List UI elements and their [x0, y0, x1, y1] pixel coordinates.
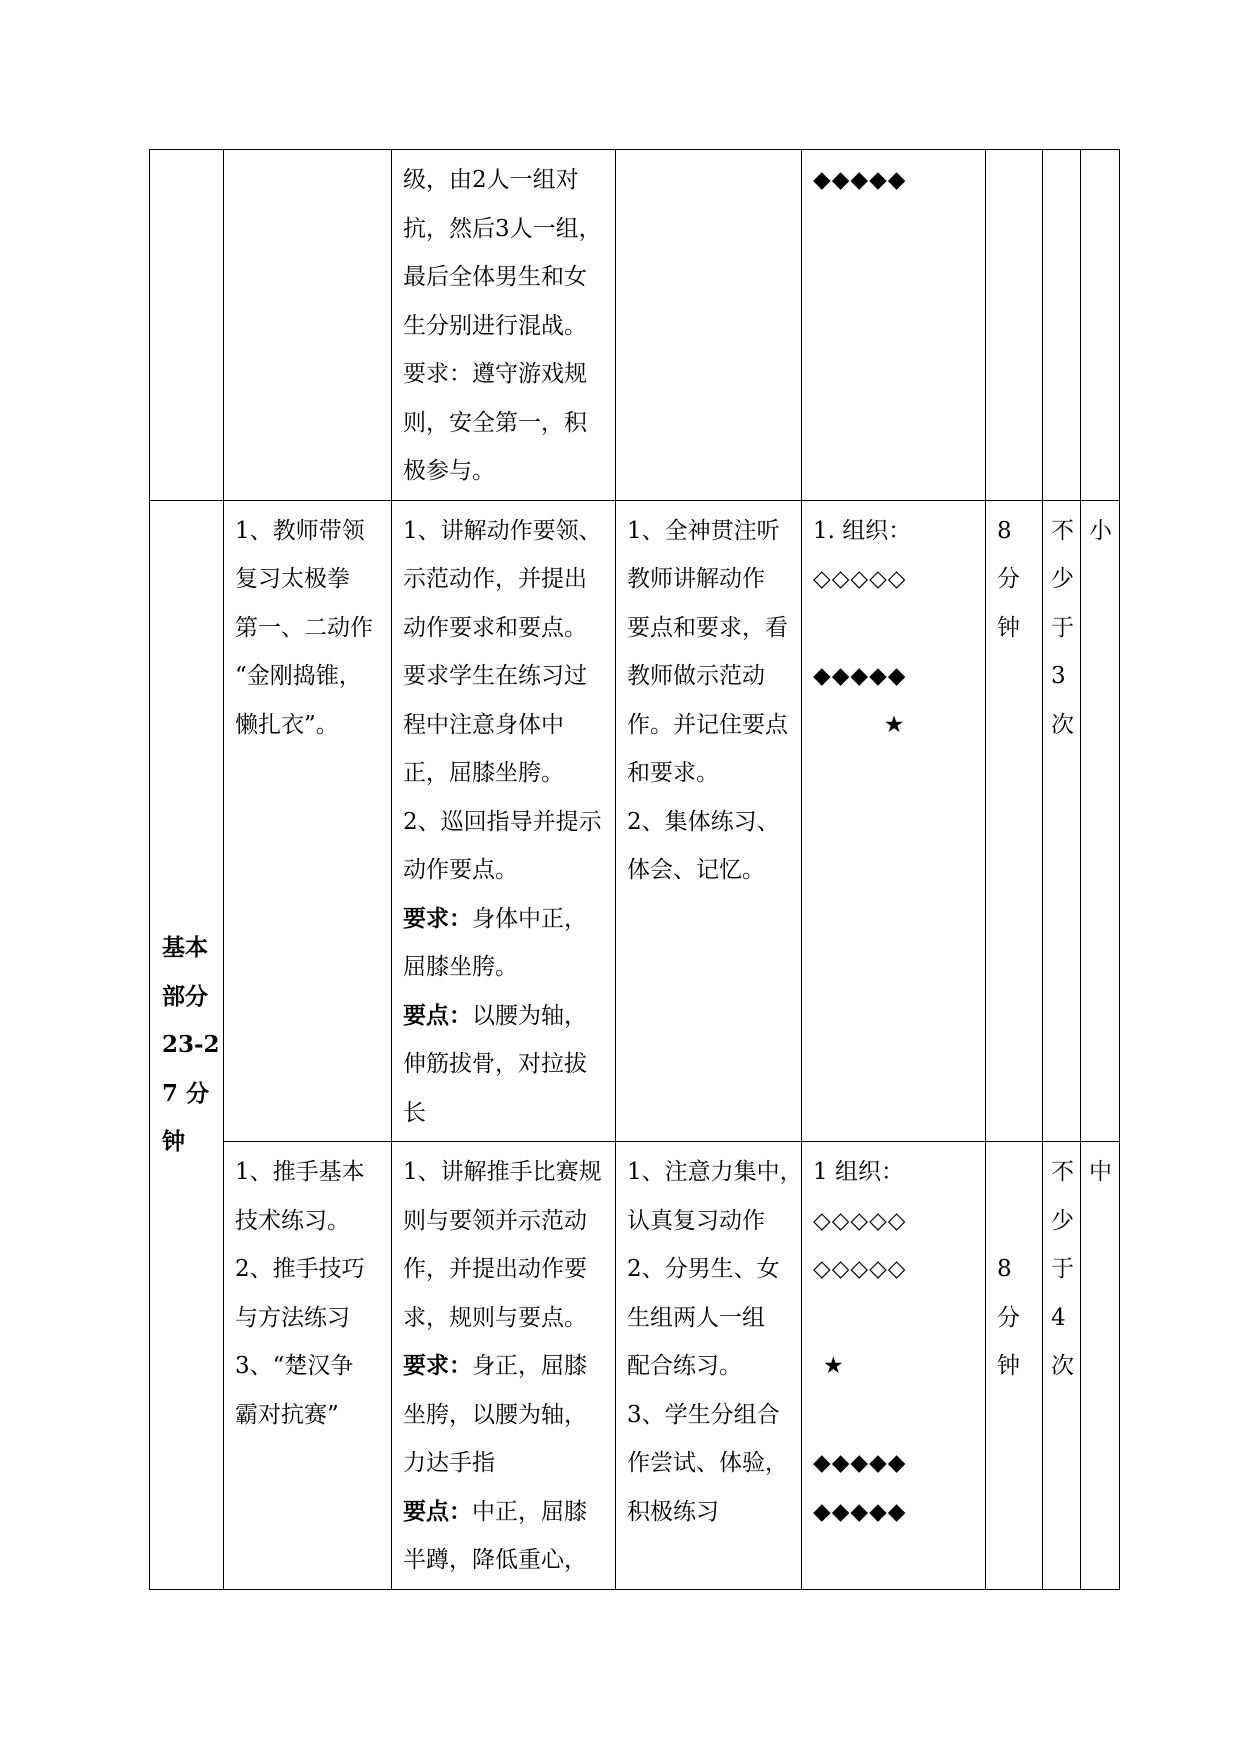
content-cell: [224, 500, 392, 1142]
key-point-line: [403, 1488, 605, 1537]
text-line: 积极练习: [627, 1498, 719, 1525]
text-line: 生组两人一组: [627, 1304, 765, 1331]
teacher-star-icon: ★: [883, 711, 905, 738]
text-line: 作。并记住要点: [627, 711, 788, 738]
text-line: 要点和要求，看: [627, 614, 788, 641]
intensity-value: 中: [1089, 1159, 1112, 1185]
key-point-label: 要点：: [403, 1001, 472, 1029]
text-line: 4: [1051, 1304, 1066, 1331]
text-line: 不: [1051, 1159, 1074, 1185]
spacer: [997, 1148, 1032, 1197]
key-point-text: 以腰为轴，: [472, 1002, 587, 1029]
text-line: 次: [1051, 1353, 1074, 1379]
text-line: 半蹲，降低重心，: [403, 1547, 587, 1573]
text-line: 于: [1051, 1256, 1074, 1282]
text-line: 少: [1051, 1207, 1074, 1234]
text-line: 示范动作，并提出: [403, 566, 587, 592]
count-cell: [1043, 500, 1081, 1142]
text-line: 程中注意身体中: [403, 711, 564, 738]
text-line: 教师做示范动: [627, 663, 765, 689]
requirement-label: 要求：: [403, 904, 472, 932]
formation-row: ◆◆◆◆◆: [813, 167, 907, 193]
text-line: 则，安全第一，积: [403, 409, 587, 436]
requirement-label: 要求：: [403, 1352, 472, 1379]
text-line: 少: [1051, 566, 1074, 592]
text-line: 1、教师带领: [235, 517, 365, 544]
text-line: 求，规则与要点。: [403, 1304, 587, 1331]
intensity-cell-empty: [1081, 150, 1120, 501]
text-line: 技术练习。: [235, 1207, 350, 1234]
formation-row-girls: ◇◇◇◇◇: [813, 1207, 907, 1234]
text-line: 屈膝坐胯。: [403, 954, 518, 980]
text-line: 1、注意力集中，: [627, 1159, 803, 1185]
text-line: 长: [403, 1099, 426, 1126]
text-line: 分: [997, 566, 1020, 592]
section-label-cell: [150, 500, 224, 1589]
organization-cell: [802, 150, 986, 501]
text-line: 坐胯，以腰为轴，: [403, 1401, 587, 1428]
text-line: 作尝试、体验，: [627, 1450, 788, 1476]
text-line: 8: [997, 517, 1012, 544]
text-line: 2、分男生、女: [627, 1256, 780, 1282]
text-line: 3、学生分组合: [627, 1401, 780, 1428]
content-cell-empty: [224, 150, 392, 501]
text-line: 和要求。: [627, 760, 719, 786]
text-line: 钟: [997, 1353, 1020, 1379]
intensity-cell: [1081, 1142, 1120, 1590]
text-line: 正，屈膝坐胯。: [403, 760, 564, 786]
table-row: [150, 500, 1120, 1142]
formation-row-girls: ◇◇◇◇◇: [813, 1256, 907, 1282]
text-line: 生分别进行混战。: [403, 312, 587, 339]
organization-cell: [802, 500, 986, 1142]
text-line: 不: [1051, 517, 1074, 544]
student-activity-cell-empty: [616, 150, 802, 501]
formation-row-boys: ◆◆◆◆◆: [813, 663, 907, 689]
text-line: 1、推手基本: [235, 1159, 365, 1185]
text-line: 分: [997, 1304, 1020, 1331]
text-line: 懒扎衣”。: [235, 711, 339, 738]
organization-title: 1. 组织：: [813, 517, 912, 544]
student-activity-cell: [616, 1142, 802, 1590]
organization-cell: [802, 1142, 986, 1590]
formation-row-girls: ◇◇◇◇◇: [813, 566, 907, 592]
formation-row-boys: ◆◆◆◆◆: [813, 1498, 907, 1525]
text-line: 体会、记忆。: [627, 857, 765, 883]
text-line: 8: [997, 1256, 1012, 1282]
text-line: 动作要求和要点。: [403, 614, 587, 641]
text-line: 1、讲解推手比赛规: [403, 1159, 602, 1185]
spacer: [813, 1294, 975, 1343]
requirement-line: [403, 895, 605, 944]
text-line: 第一、二动作: [235, 614, 373, 641]
text-line: 极参与。: [403, 458, 495, 484]
section-label-line: 基本: [162, 934, 208, 962]
teacher-activity-cell: [392, 500, 616, 1142]
time-cell: [986, 1142, 1043, 1590]
text-line: 教师讲解动作: [627, 566, 765, 592]
teacher-star-icon: ★: [823, 1353, 844, 1379]
spacer: [813, 1391, 975, 1440]
section-cell-empty: [150, 150, 224, 501]
spacer: [813, 604, 975, 653]
text-line: 最后全体男生和女: [403, 264, 587, 290]
key-point-text: 中正，屈膝: [472, 1498, 587, 1525]
text-line: 复习太极拳: [235, 566, 350, 592]
text-line: 作，并提出动作要: [403, 1256, 587, 1282]
text-line: 2、推手技巧: [235, 1256, 365, 1282]
key-point-label: 要点：: [403, 1497, 472, 1525]
requirement-text: 身体中正，: [472, 905, 587, 932]
requirement-text: 身正，屈膝: [472, 1353, 587, 1379]
text-line: 抗，然后3人一组，: [403, 215, 602, 242]
intensity-value: 小: [1089, 517, 1112, 544]
section-label-line: 23-2: [162, 1031, 220, 1059]
time-cell-empty: [986, 150, 1043, 501]
section-label-line: 7 分: [162, 1079, 210, 1107]
text-line: 3、“楚汉争: [235, 1353, 354, 1379]
text-line: 1、讲解动作要领、: [403, 517, 602, 544]
lesson-plan-table: [149, 149, 1120, 1590]
table-row: [150, 150, 1120, 501]
content-cell: [224, 1142, 392, 1590]
section-label-line: 钟: [162, 1128, 185, 1156]
text-line: 要求学生在练习过: [403, 663, 587, 689]
text-line: 霸对抗赛”: [235, 1401, 339, 1428]
text-line: 次: [1051, 711, 1074, 738]
count-cell: [1043, 1142, 1081, 1590]
teacher-activity-cell: [392, 1142, 616, 1590]
text-line: 力达手指: [403, 1450, 495, 1476]
text-line: 2、巡回指导并提示: [403, 808, 602, 835]
text-line: 伸筋拔骨，对拉拔: [403, 1051, 587, 1077]
text-line: 要求：遵守游戏规: [403, 361, 587, 387]
key-point-line: [403, 992, 605, 1041]
count-cell-empty: [1043, 150, 1081, 501]
text-line: 钟: [997, 614, 1020, 641]
text-line: “金刚捣锥，: [235, 663, 362, 689]
requirement-line: [403, 1342, 605, 1391]
student-activity-cell: [616, 500, 802, 1142]
section-label-line: 部分: [162, 982, 208, 1010]
text-line: 认真复习动作: [627, 1207, 765, 1234]
intensity-cell: [1081, 500, 1120, 1142]
organization-title: 1 组织：: [813, 1159, 904, 1185]
table-row: [150, 1142, 1120, 1590]
text-line: 则与要领并示范动: [403, 1207, 587, 1234]
text-line: 动作要点。: [403, 857, 518, 883]
text-line: 与方法练习: [235, 1304, 350, 1331]
text-line: 配合练习。: [627, 1353, 742, 1379]
time-cell: [986, 500, 1043, 1142]
text-line: 3: [1051, 663, 1066, 689]
teacher-activity-cell: [392, 150, 616, 501]
text-line: 2、集体练习、: [627, 808, 780, 835]
text-line: 级，由2人一组对: [403, 167, 579, 193]
spacer: [997, 1197, 1032, 1246]
text-line: 于: [1051, 614, 1074, 641]
formation-row-boys: ◆◆◆◆◆: [813, 1450, 907, 1476]
text-line: 1、全神贯注听: [627, 517, 780, 544]
